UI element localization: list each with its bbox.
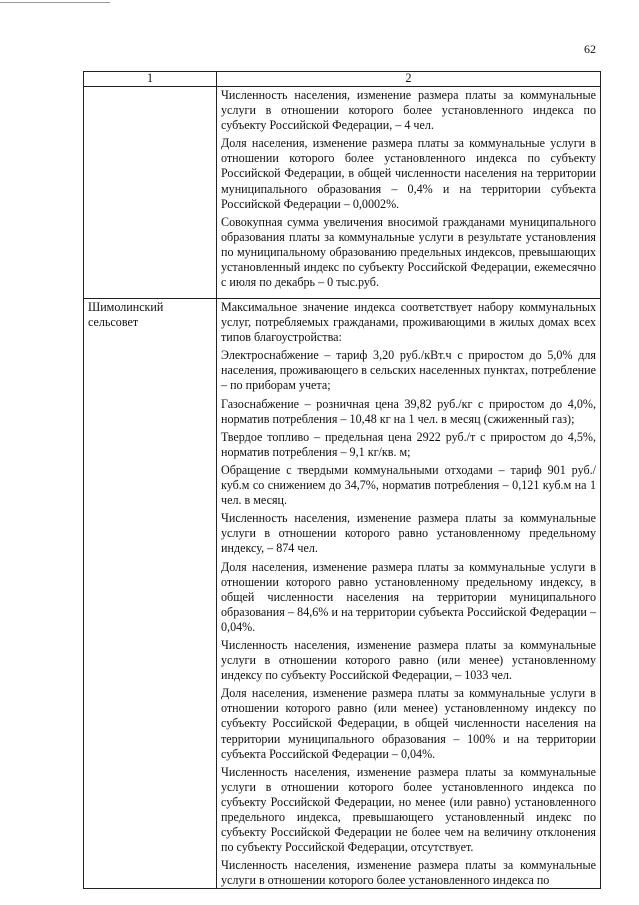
paragraph: Доля населения, изменение размера платы за коммунальные услуги в отношении которого более установленного индекса по субъекту Российской Федерации, в общей численности населения на территории муниципального образования – 0,4% и на территории субъекта Российской Федерации – 0,0002%. bbox=[221, 136, 596, 211]
table-row bbox=[84, 299, 601, 889]
paragraph: Численность населения, изменение размера платы за коммунальные услуги в отношении которого равно установленному предельному индексу, – 874 чел. bbox=[221, 511, 596, 556]
paragraph: Газоснабжение – розничная цена 39,82 руб./кг с приростом до 4,0%, норматив потребления – 10,48 кг на 1 чел. в месяц (сжиженный газ); bbox=[221, 396, 596, 426]
paragraph: Совокупная сумма увеличения вносимой гражданами муниципального образования платы за коммунальные услуги в результате установления по муниципальному образованию предельных индексов, превышающих установленный индекс по субъекту Российской Федерации, ежемесячно с июля по декабрь – 0 тыс.руб. bbox=[221, 214, 596, 290]
row-2-content bbox=[217, 299, 601, 889]
table-row bbox=[84, 87, 601, 299]
row-1-content bbox=[217, 87, 601, 299]
paragraph: Обращение с твердыми коммунальными отходами – тариф 901 руб./куб.м со снижением до 34,7%, норматив потребления – 0,121 куб.м на 1 чел. в месяц. bbox=[221, 462, 596, 508]
paragraph: Численность населения, изменение размера платы за коммунальные услуги в отношении которого более установленного индекса по субъекту Российской Федерации, – 4 чел. bbox=[221, 88, 596, 133]
row-2-municipality: Шимолинский сельсовет bbox=[84, 299, 217, 889]
paragraph: Численность населения, изменение размера платы за коммунальные услуги в отношении которого более установленного индекса по субъекту Российской Федерации, но менее (или равно) установленного предельного индекса, превышающего установленный индекс по субъекту Российской Федерации не более чем на величину отклонения по субъекту Российской Федерации, отсутствует. bbox=[221, 764, 596, 855]
paragraph: Численность населения, изменение размера платы за коммунальные услуги в отношении которого равно (или менее) установленному индексу по субъекту Российской Федерации, – 1033 чел. bbox=[221, 637, 596, 683]
paragraph: Доля населения, изменение размера платы за коммунальные услуги в отношении которого равно (или менее) установленному индексу по субъекту Российской Федерации, в общей численности населения на территории муниципального образования – 100% и на территории субъекта Российской Федерации – 0,04%. bbox=[221, 686, 596, 761]
paragraph: Электроснабжение – тариф 3,20 руб./кВт.ч с приростом до 5,0% для населения, проживающего в сельских населенных пунктах, потребление – по приборам учета; bbox=[221, 348, 596, 393]
paragraph: Твердое топливо – предельная цена 2922 руб./т с приростом до 4,5%, норматив потребления – 9,1 кг/кв. м; bbox=[221, 429, 596, 459]
document-table bbox=[83, 71, 601, 889]
page-number: 62 bbox=[584, 42, 596, 56]
header-col-2: 2 bbox=[217, 72, 601, 87]
paragraph: Численность населения, изменение размера платы за коммунальные услуги в отношении которого более установленного индекса по bbox=[221, 858, 596, 888]
paragraph: Доля населения, изменение размера платы за коммунальные услуги в отношении которого равно установленному предельному индексу, в общей численности населения на территории муниципального образования – 84,6% и на территории субъекта Российской Федерации – 0,04%. bbox=[221, 559, 596, 634]
paragraph: Максимальное значение индекса соответствует набору коммунальных услуг, потребляемых гражданами, проживающими в жилых домах всех типов благоустройства: bbox=[221, 300, 596, 345]
scan-edge-line bbox=[0, 2, 110, 3]
header-col-1: 1 bbox=[84, 72, 217, 87]
row-1-municipality bbox=[84, 87, 217, 299]
table-header-row bbox=[84, 72, 601, 87]
